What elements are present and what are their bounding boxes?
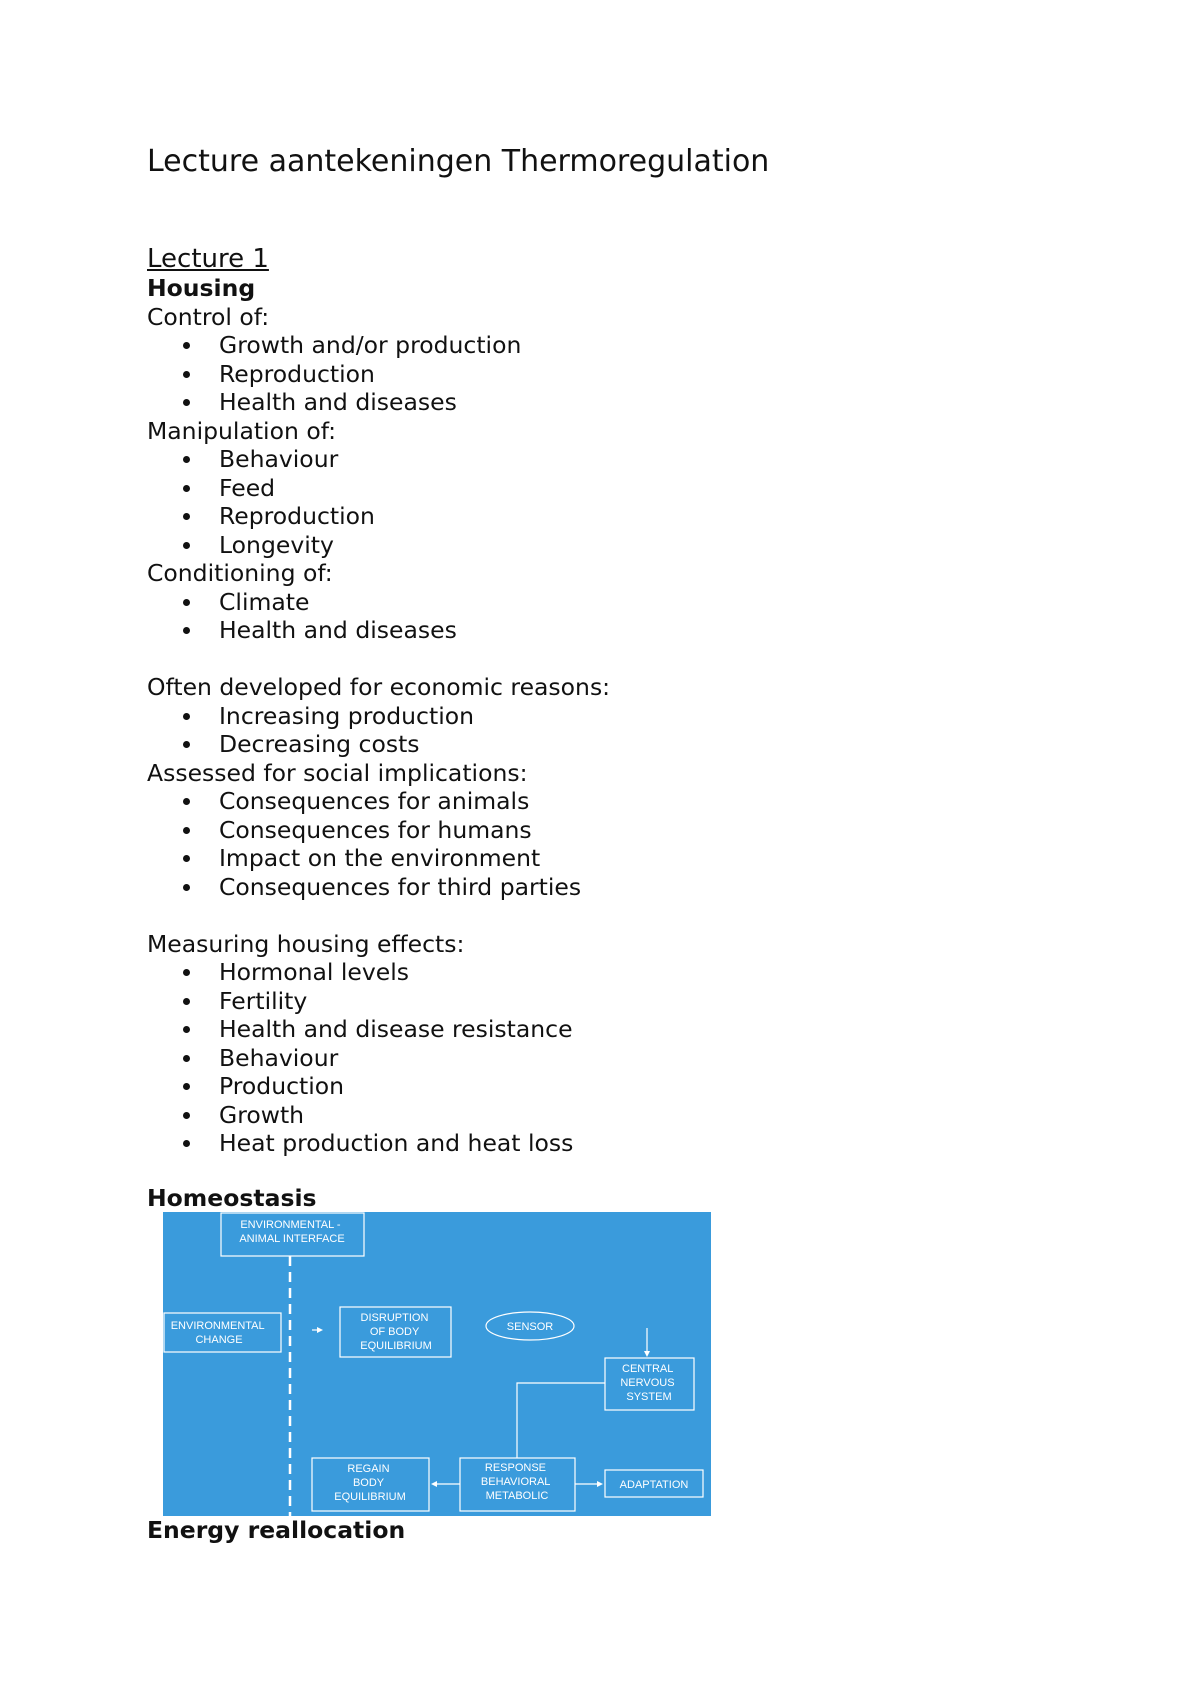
response-label-line: RESPONSE: [484, 1462, 547, 1474]
list-item-text: Fertility: [219, 986, 308, 1015]
energy-reallocation-heading: Energy reallocation: [147, 1516, 406, 1544]
list-item-text: Hormonal levels: [219, 958, 409, 986]
list-item-text: Behaviour: [219, 445, 339, 473]
response-label: [481, 1462, 553, 1502]
list-item: [147, 616, 1047, 645]
list-item: [147, 873, 1047, 902]
bullet-icon: [183, 342, 190, 349]
bullet-icon: [183, 827, 190, 834]
list-item: [147, 445, 1047, 474]
list-item: [147, 360, 1047, 389]
list-item-text: Health and diseases: [219, 388, 457, 416]
list-item: [147, 987, 1047, 1016]
interface-label-line: ANIMAL INTERFACE: [239, 1233, 345, 1245]
list-item: [147, 1101, 1047, 1130]
list-item-text: Behaviour: [219, 1043, 339, 1072]
bullet-icon: [183, 713, 190, 720]
bullet-icon: [183, 1055, 190, 1062]
list-item: [147, 730, 1047, 759]
cns-label: [620, 1363, 677, 1403]
manipulation-list: [147, 445, 1047, 559]
adaptation-label: [620, 1479, 689, 1491]
cns-label-line: SYSTEM: [626, 1391, 672, 1403]
list-item-text: Impact on the environment: [219, 844, 541, 872]
bullet-icon: [183, 599, 190, 606]
list-item: [147, 1072, 1047, 1101]
list-item: [147, 702, 1047, 731]
social-list: [147, 787, 1047, 901]
bullet-icon: [183, 513, 190, 520]
disruption-label: [360, 1312, 432, 1352]
list-item-text: Decreasing costs: [219, 730, 420, 758]
list-item: [147, 787, 1047, 816]
response-label-line: BEHAVIORAL: [480, 1476, 551, 1488]
measuring-label: Measuring housing effects:: [147, 929, 465, 958]
manipulation-label: Manipulation of:: [147, 416, 337, 445]
document-title: Lecture aantekeningen Thermoregulation: [147, 144, 770, 179]
regain-label-line: REGAIN: [347, 1463, 390, 1475]
env-change-label-line: CHANGE: [195, 1334, 243, 1346]
list-item-text: Climate: [219, 587, 310, 616]
homeostasis-diagram: [163, 1212, 711, 1516]
regain-label-line: EQUILIBRIUM: [334, 1491, 406, 1503]
list-item-text: Longevity: [219, 530, 334, 559]
list-item: [147, 388, 1047, 417]
bullet-icon: [183, 542, 190, 549]
list-item-text: Heat production and heat loss: [219, 1129, 574, 1157]
disruption-label-line: OF BODY: [369, 1326, 420, 1338]
list-item-text: Consequences for humans: [219, 815, 532, 844]
cns-label-line: NERVOUS: [620, 1377, 675, 1389]
list-item-text: Consequences for third parties: [219, 872, 582, 901]
control-label: Control of:: [147, 302, 270, 331]
list-item: [147, 531, 1047, 560]
list-item-text: Growth: [219, 1100, 305, 1129]
adaptation-label-line: ADAPTATION: [619, 1479, 689, 1491]
list-item-text: Consequences for animals: [219, 787, 530, 815]
bullet-icon: [183, 399, 190, 406]
bullet-icon: [183, 1112, 190, 1119]
homeostasis-heading: Homeostasis: [147, 1184, 317, 1212]
list-item: [147, 1015, 1047, 1044]
cns-label-line: CENTRAL: [622, 1363, 673, 1375]
homeostasis-diagram-svg: [163, 1212, 711, 1516]
bullet-icon: [183, 884, 190, 891]
bullet-icon: [183, 1026, 190, 1033]
economic-label: Often developed for economic reasons:: [147, 673, 611, 701]
control-list: [147, 331, 1047, 417]
conditioning-list: [147, 588, 1047, 645]
list-item-text: Production: [219, 1072, 345, 1100]
list-item: [147, 1044, 1047, 1073]
disruption-label-line: EQUILIBRIUM: [360, 1340, 432, 1352]
list-item-text: Feed: [219, 473, 276, 502]
env-change-label-line: ENVIRONMENTAL: [170, 1320, 265, 1332]
list-item: [147, 1129, 1047, 1158]
list-item-text: Health and diseases: [219, 616, 457, 644]
disruption-label-line: DISRUPTION: [360, 1312, 429, 1324]
measuring-list: [147, 958, 1047, 1158]
blank-line: [147, 645, 1047, 674]
bullet-icon: [183, 998, 190, 1005]
bullet-icon: [183, 798, 190, 805]
sensor-label: [507, 1321, 554, 1333]
bullet-icon: [183, 741, 190, 748]
bullet-icon: [183, 1140, 190, 1147]
bullet-icon: [183, 1083, 190, 1090]
bullet-icon: [183, 627, 190, 634]
document-body: [147, 244, 1047, 1158]
list-item: [147, 844, 1047, 873]
list-item: [147, 474, 1047, 503]
bullet-icon: [183, 456, 190, 463]
list-item-text: Increasing production: [219, 701, 474, 730]
list-item-text: Growth and/or production: [219, 331, 522, 359]
list-item: [147, 588, 1047, 617]
bullet-icon: [183, 371, 190, 378]
sensor-label-line: SENSOR: [506, 1321, 554, 1333]
conditioning-label: Conditioning of:: [147, 559, 333, 587]
bullet-icon: [183, 485, 190, 492]
response-label-line: METABOLIC: [485, 1490, 549, 1502]
economic-list: [147, 702, 1047, 759]
housing-heading: Housing: [147, 274, 256, 302]
bullet-icon: [183, 969, 190, 976]
list-item: [147, 816, 1047, 845]
lecture-heading: Lecture 1: [147, 244, 269, 274]
list-item: [147, 502, 1047, 531]
regain-label-line: BODY: [352, 1477, 384, 1489]
blank-line: [147, 901, 1047, 930]
interface-label-line: ENVIRONMENTAL -: [240, 1219, 341, 1231]
list-item: [147, 331, 1047, 360]
list-item-text: Health and disease resistance: [219, 1015, 573, 1043]
list-item-text: Reproduction: [219, 359, 375, 388]
social-label: Assessed for social implications:: [147, 758, 528, 787]
list-item: [147, 958, 1047, 987]
bullet-icon: [183, 855, 190, 862]
list-item-text: Reproduction: [219, 502, 375, 530]
